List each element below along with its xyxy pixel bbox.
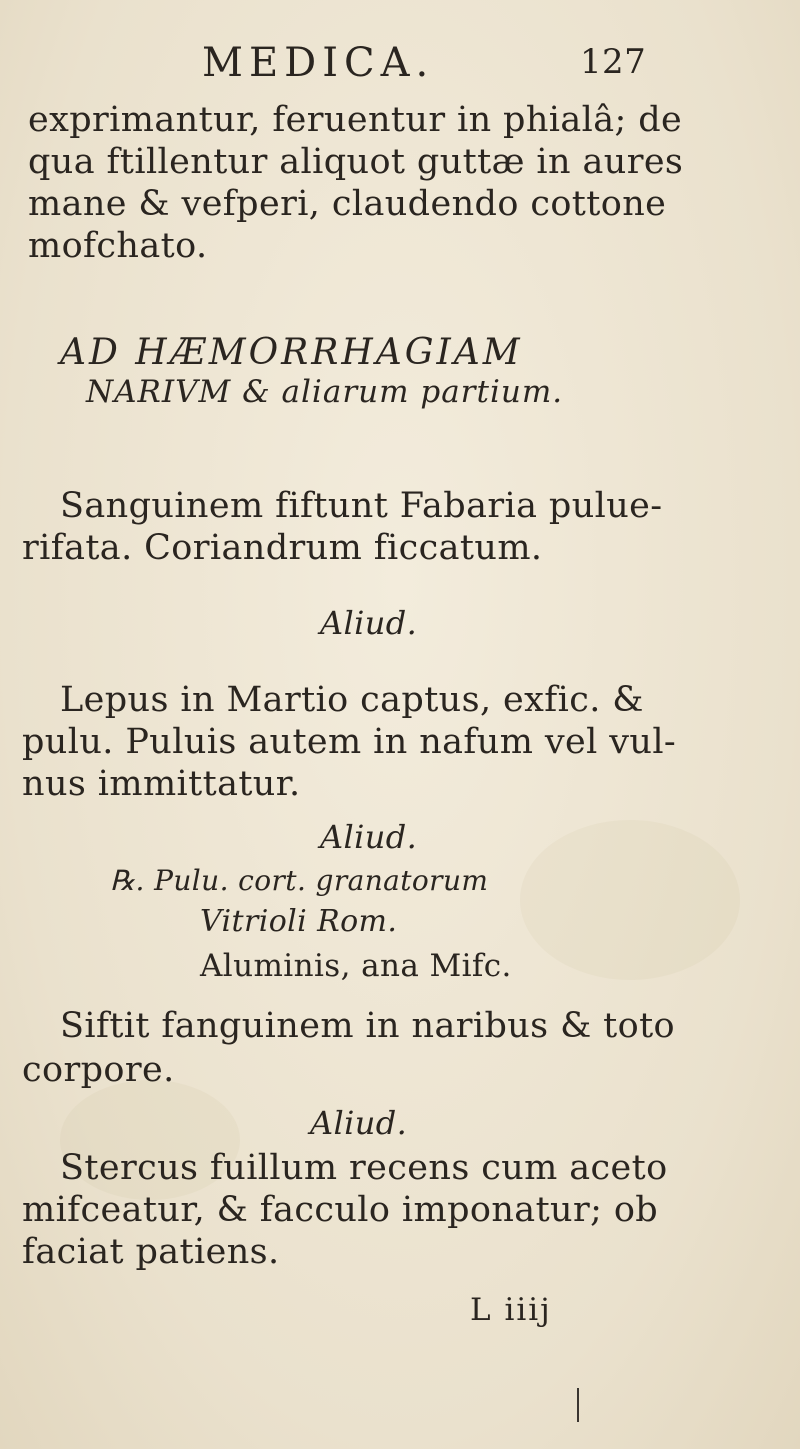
recipe-line: Aluminis, ana Mifc.: [200, 948, 512, 984]
text-line: Stercus fuillum recens cum aceto: [60, 1148, 668, 1188]
aliud-heading: Aliud.: [320, 604, 418, 642]
text-line: Sanguinem fiftunt Fabaria pulue-: [60, 486, 663, 526]
text-line: mifceatur, & facculo imponatur; ob: [22, 1190, 659, 1230]
aliud-heading: Aliud.: [310, 1104, 408, 1142]
recipe-line: ℞. Pulu. cort. granatorum: [110, 864, 489, 897]
text-line: pulu. Puluis autem in nafum vel vul-: [22, 722, 677, 762]
text-line: mane & vefperi, claudendo cottone: [28, 184, 667, 224]
section-heading-continued: NARIVM & aliarum partium.: [86, 374, 564, 410]
text-line: exprimantur, feruentur in phialâ; de: [28, 100, 683, 140]
text-line: Lepus in Martio captus, exfic. &: [60, 680, 644, 720]
ink-mark: [577, 1388, 579, 1422]
section-heading: AD HÆMORRHAGIAM: [60, 332, 523, 373]
paper-stain: [520, 820, 740, 980]
text-line: mofchato.: [28, 226, 208, 266]
text-line: rifata. Coriandrum ficcatum.: [22, 528, 543, 568]
text-line: nus immittatur.: [22, 764, 301, 804]
running-title: MEDICA.: [202, 40, 435, 86]
signature-mark: L iiij: [470, 1292, 552, 1328]
text-line: qua ftillentur aliquot guttæ in aures: [28, 142, 684, 182]
text-line: faciat patiens.: [22, 1232, 280, 1272]
recipe-line: Vitrioli Rom.: [200, 904, 398, 939]
text-line: Siftit fanguinem in naribus & toto: [60, 1006, 676, 1046]
text-line: corpore.: [22, 1050, 175, 1090]
page-number: 127: [580, 42, 647, 82]
aliud-heading: Aliud.: [320, 818, 418, 856]
